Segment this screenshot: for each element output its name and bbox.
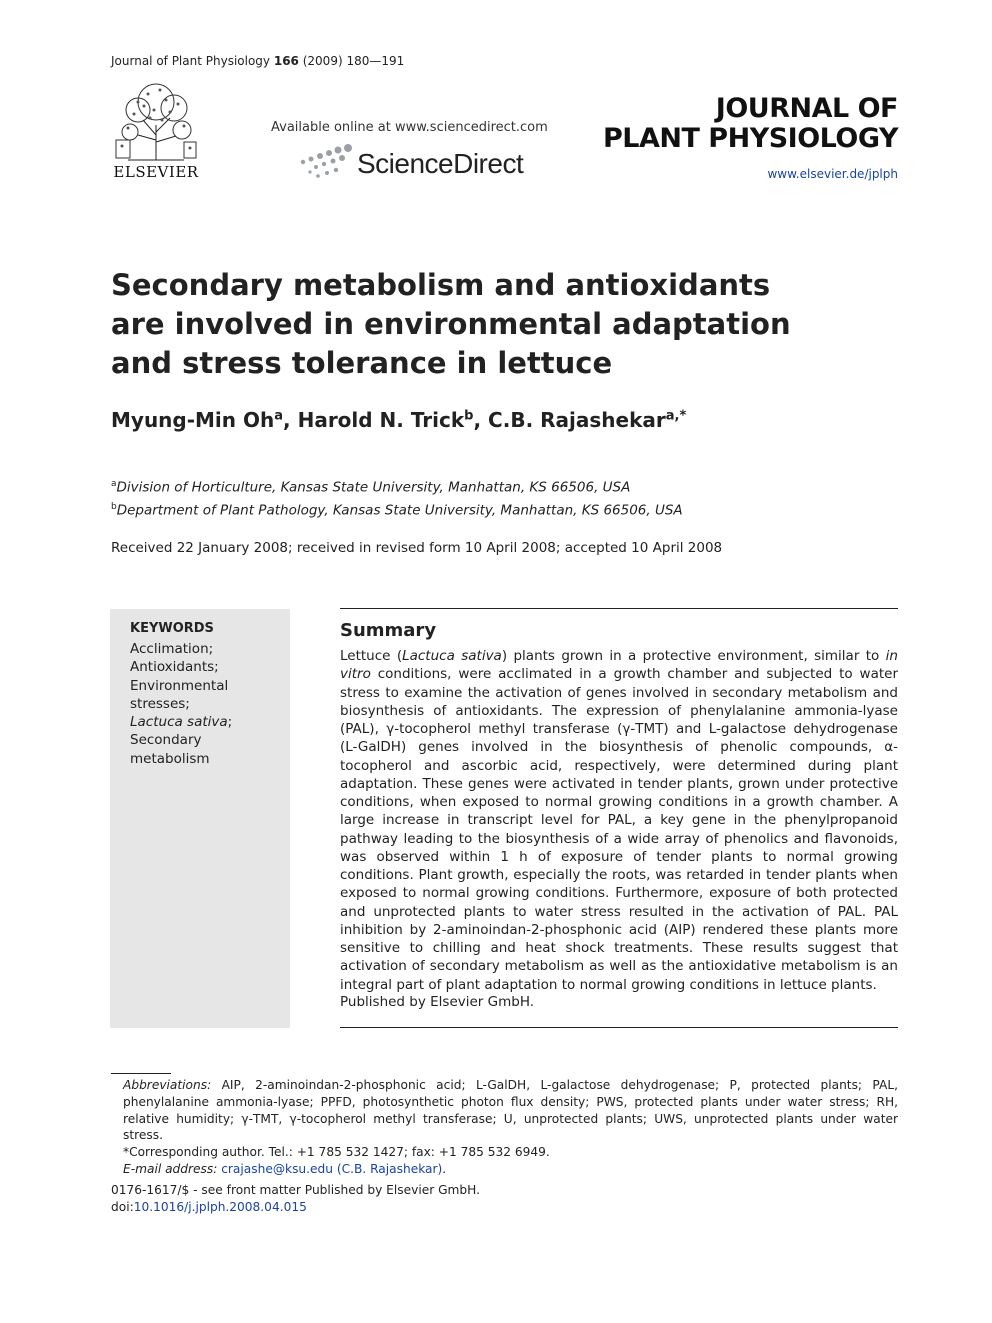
keyword-item <box>130 713 280 731</box>
author-affiliation-mark: a,* <box>665 408 687 424</box>
keyword-item: metabolism <box>130 750 210 767</box>
email-label: E-mail address: <box>123 1161 218 1176</box>
affiliation-text: Division of Horticulture, Kansas State University, Manhattan, KS 66506, USA <box>116 479 631 496</box>
issn-front-matter: 0176-1617/$ - see front matter Published by Elsevier GmbH. <box>111 1183 480 1197</box>
keywords-list <box>130 640 280 768</box>
article-dates: Received 22 January 2008; received in revised form 10 April 2008; accepted 10 April 2008 <box>111 540 723 556</box>
keyword-item: Environmental <box>130 677 229 694</box>
summary-text: ) plants grown in a protective environment, similar to <box>501 648 886 664</box>
summary-text: conditions, were acclimated in a growth chamber and subjected to water stress to examine the activation of genes involved in secondary metabolism and biosynthesis of antioxidants. The expression of phenylalanine ammonia-lyase (PAL), γ-tocopherol methyl transferase (γ-TMT) and L-galactose dehydrogenase (L-GalDH) genes involved in the biosynthesis of phenolic compounds, α-tocopherol and ascorbic acid, respectively, were determined during plant adaptation. These genes were activated in tender plants, grown under protective conditions, when exposed to normal growing conditions in a growth chamber. A large increase in transcript level for PAL, a key gene in the phenylpropanoid pathway leading to the biosynthesis of a wide array of phenolics and flavonoids, was observed within 1 h of exposure of tender plants to normal growing conditions. Plant growth, especially the roots, was retarded in tender plants when exposed to normal growing conditions. Furthermore, exposure of both protected and unprotected plants to water stress resulted in the activation of PAL. PAL inhibition by 2-aminoindan-2-phosphonic acid (AIP) rendered these plants more sensitive to chilling and heat shock treatments. These results suggest that activation of secondary metabolism as well as the antioxidative metabolism is an integral part of plant adaptation to normal growing conditions in lettuce plants. <box>340 666 898 993</box>
author-affiliation-mark: a <box>274 408 284 424</box>
title-line-3: and stress tolerance in lettuce <box>111 346 613 380</box>
summary-species: Lactuca sativa <box>402 648 502 664</box>
footnotes <box>111 1077 898 1178</box>
abbreviations-footnote <box>111 1077 898 1144</box>
title-line-1: Secondary metabolism and antioxidants <box>111 268 771 302</box>
author-name: Myung-Min Oh <box>111 408 275 432</box>
author-list: Myung-Min Oh$^a$, Harold N. Trick$^b$, C.B. Rajashekar$^{a,*}$ <box>111 408 687 432</box>
summary-in-vitro: in vitro <box>340 648 898 683</box>
affiliation-b <box>111 498 683 521</box>
citation-journal: Journal of Plant Physiology <box>111 54 271 68</box>
sciencedirect-dots-icon <box>298 142 356 186</box>
corresponding-author-footnote: *Corresponding author. Tel.: +1 785 532 1427; fax: +1 785 532 6949. <box>123 1145 550 1160</box>
keyword-species: Lactuca sativa <box>130 714 228 731</box>
summary-bottom-rule <box>340 1027 898 1028</box>
doi-link[interactable]: 10.1016/j.jplph.2008.04.015 <box>133 1200 307 1214</box>
affiliation-text: Department of Plant Pathology, Kansas State University, Manhattan, KS 66506, USA <box>116 502 683 518</box>
summary-body <box>340 647 898 994</box>
journal-name-line2: PLANT PHYSIOLOGY <box>603 123 898 154</box>
author-name: C.B. Rajashekar <box>488 408 666 432</box>
keyword-item: Secondary <box>130 732 202 749</box>
abbreviations-label: Abbreviations: <box>123 1078 212 1092</box>
sciencedirect-wordmark: ScienceDirect <box>357 148 524 179</box>
article-title <box>111 266 831 383</box>
author-affiliation-mark: b <box>464 408 474 424</box>
available-online-text: Available online at www.sciencedirect.com <box>271 120 548 135</box>
published-by: Published by Elsevier GmbH. <box>340 994 535 1010</box>
citation-volume: 166 <box>273 54 299 68</box>
citation-year-pages: (2009) 180—191 <box>302 54 405 68</box>
affiliations <box>111 475 683 520</box>
title-line-2: are involved in environmental adaptation <box>111 307 791 341</box>
footnote-rule <box>111 1073 171 1074</box>
affiliation-a <box>111 475 683 498</box>
journal-name-line1: JOURNAL OF <box>715 93 898 124</box>
author-name: Harold N. Trick <box>297 408 465 432</box>
email-link[interactable]: crajashe@ksu.edu (C.B. Rajashekar) <box>221 1161 443 1176</box>
summary-text: Lettuce ( <box>340 648 403 664</box>
summary-paragraph <box>340 647 898 994</box>
keywords-panel <box>110 609 290 1028</box>
doi-line <box>111 1200 307 1214</box>
summary-heading: Summary <box>340 620 437 641</box>
keyword-separator: ; <box>227 714 233 731</box>
journal-citation <box>111 54 404 68</box>
journal-name <box>603 94 898 154</box>
abbreviations-text: AIP, 2-aminoindan-2-phosphonic acid; L-GalDH, L-galactose dehydrogenase; P, protected plants; PAL, phenylalanine ammonia-lyase; PPFD, photosynthetic photon flux density; PWS, protected plants under water stress; RH, relative humidity; γ-TMT, γ-tocopherol methyl transferase; U, unprotected plants; UWS, unprotected plants under water stress. <box>123 1078 898 1143</box>
email-end: . <box>442 1161 447 1176</box>
email-footnote <box>111 1161 898 1178</box>
summary-top-rule <box>340 608 898 609</box>
affiliation-mark: b <box>111 501 117 512</box>
journal-url-link[interactable]: www.elsevier.de/jplph <box>767 167 898 181</box>
elsevier-wordmark: ELSEVIER <box>113 163 199 181</box>
doi-label: doi: <box>111 1200 134 1214</box>
keyword-item: Acclimation; <box>130 641 214 657</box>
keyword-item: stresses; <box>130 695 190 712</box>
affiliation-mark: a <box>111 479 117 489</box>
keywords-heading: KEYWORDS <box>130 621 214 636</box>
keyword-item: Antioxidants; <box>130 659 219 676</box>
